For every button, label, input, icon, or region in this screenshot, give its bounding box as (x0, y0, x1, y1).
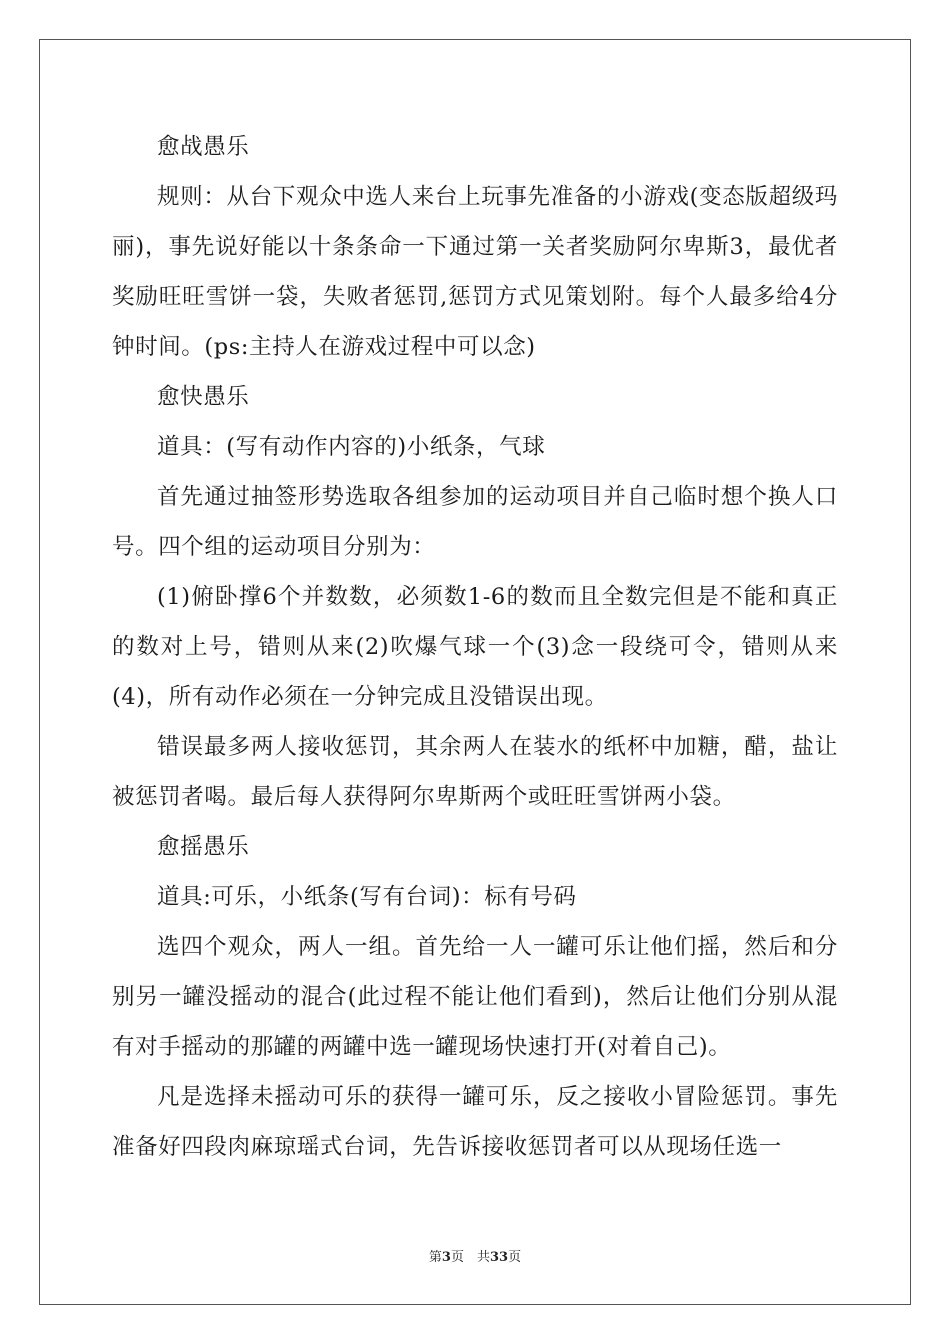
page-footer (0, 1246, 950, 1265)
document-body (112, 122, 838, 1172)
footer-prefix: 第 (428, 1250, 442, 1265)
paragraph-draw: 首先通过抽签形势选取各组参加的运动项目并自己临时想个换人口号。四个组的运动项目分别为： (112, 484, 838, 560)
paragraph-result: 凡是选择未摇动可乐的获得一罐可乐，反之接收小冒险惩罚。事先准备好四段肉麻琼瑶式台词，先告诉接收惩罚者可以从现场任选一 (112, 1084, 838, 1160)
paragraph-props-1: 道具：(写有动作内容的)小纸条，气球 (157, 434, 546, 460)
heading-yuzhan: 愈战愚乐 (157, 134, 250, 160)
footer-mid: 页 共 (450, 1250, 490, 1265)
paragraph-props-2: 道具:可乐，小纸条(写有台词)：标有号码 (157, 884, 577, 910)
footer-suffix: 页 (508, 1250, 522, 1265)
paragraph-items: (1)俯卧撑6个并数数，必须数1-6的数而且全数完但是不能和真正的数对上号，错则从来(2)吹爆气球一个(3)念一段绕可令，错则从来(4)，所有动作必须在一分钟完成且没错误出现。 (112, 584, 838, 710)
heading-yukuai: 愈快愚乐 (157, 384, 250, 410)
paragraph-penalty: 错误最多两人接收惩罚，其余两人在装水的纸杯中加糖，醋，盐让被惩罚者喝。最后每人获得阿尔卑斯两个或旺旺雪饼两小袋。 (112, 734, 838, 810)
heading-yuyao: 愈摇愚乐 (157, 834, 250, 860)
paragraph-rules: 规则：从台下观众中选人来台上玩事先准备的小游戏(变态版超级玛丽)，事先说好能以十条条命一下通过第一关者奖励阿尔卑斯3，最优者奖励旺旺雪饼一袋，失败者惩罚,惩罚方式见策划附。每个人最多给4分钟时间。(ps:主持人在游戏过程中可以念) (112, 184, 838, 360)
total-pages: 33 (489, 1250, 509, 1265)
page-number: 3 (441, 1250, 451, 1265)
paragraph-shake: 选四个观众，两人一组。首先给一人一罐可乐让他们摇，然后和分别另一罐没摇动的混合(此过程不能让他们看到)，然后让他们分别从混有对手摇动的那罐的两罐中选一罐现场快速打开(对着自己)。 (112, 934, 838, 1060)
